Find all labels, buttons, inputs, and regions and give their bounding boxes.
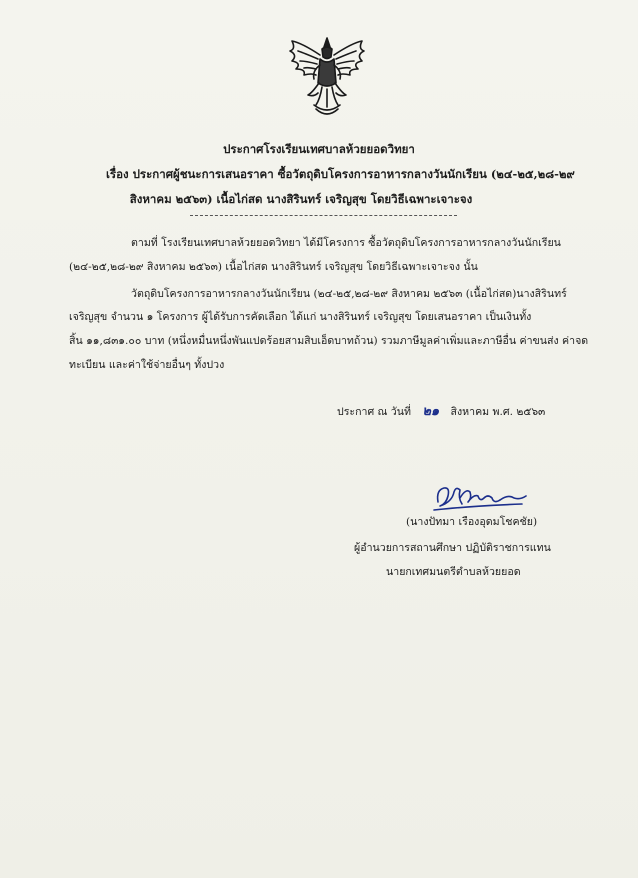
garuda-emblem-icon — [282, 35, 372, 125]
signatory-position: ผู้อำนวยการสถานศึกษา ปฏิบัติราชการแทน — [354, 542, 551, 554]
signatory-position-acting: นายกเทศมนตรีตำบลห้วยยอด — [386, 566, 521, 578]
date-day-handwritten: ๒๑ — [422, 404, 440, 419]
separator-rule — [190, 215, 457, 216]
body-paragraph-line: วัตถุดิบโครงการอาหารกลางวันนักเรียน (๒๔-๒๕,๒๘-๒๙ สิงหาคม ๒๕๖๓ (เนื้อไก่สด)นางสิรินทร์ — [131, 288, 567, 300]
body-paragraph-line: สิ้น ๑๑,๘๓๑.๐๐ บาท (หนึ่งหมื่นหนึ่งพันแปดร้อยสามสิบเอ็ดบาทถ้วน) รวมภาษีมูลค่าเพิ่มและภาษีอื่น ค่าขนส่ง ค่าจด — [69, 335, 589, 347]
signature-image — [430, 478, 530, 514]
body-paragraph-line: ทะเบียน และค่าใช้จ่ายอื่นๆ ทั้งปวง — [69, 359, 225, 371]
date-prefix: ประกาศ ณ วันที่ — [337, 406, 411, 418]
subject-line-continued: สิงหาคม ๒๕๖๓) เนื้อไก่สด นางสิรินทร์ เจริญสุข โดยวิธีเฉพาะเจาะจง — [129, 192, 473, 206]
subject-line: เรื่อง ประกาศผู้ชนะการเสนอราคา ซื้อวัตถุดิบโครงการอาหารกลางวันนักเรียน (๒๔-๒๕,๒๘-๒๙ — [106, 167, 575, 181]
body-paragraph-line: ตามที่ โรงเรียนเทศบาลห้วยยอดวิทยา ได้มีโครงการ ซื้อวัตถุดิบโครงการอาหารกลางวันนักเรียน — [131, 237, 561, 249]
signatory-name: (นางปัทมา เรืองอุดมโชคชัย) — [406, 516, 538, 528]
date-suffix: สิงหาคม พ.ศ. ๒๕๖๓ — [450, 406, 546, 418]
announcement-date — [337, 405, 545, 418]
announcement-title: ประกาศโรงเรียนเทศบาลห้วยยอดวิทยา — [223, 142, 415, 156]
body-paragraph-line: เจริญสุข จำนวน ๑ โครงการ ผู้ได้รับการคัดเลือก ได้แก่ นางสิรินทร์ เจริญสุข โดยเสนอราคา เป็นเงินทั้ง — [69, 311, 532, 323]
body-paragraph-line: (๒๔-๒๕,๒๘-๒๙ สิงหาคม ๒๕๖๓) เนื้อไก่สด นางสิรินทร์ เจริญสุข โดยวิธีเฉพาะเจาะจง นั้น — [69, 261, 478, 273]
